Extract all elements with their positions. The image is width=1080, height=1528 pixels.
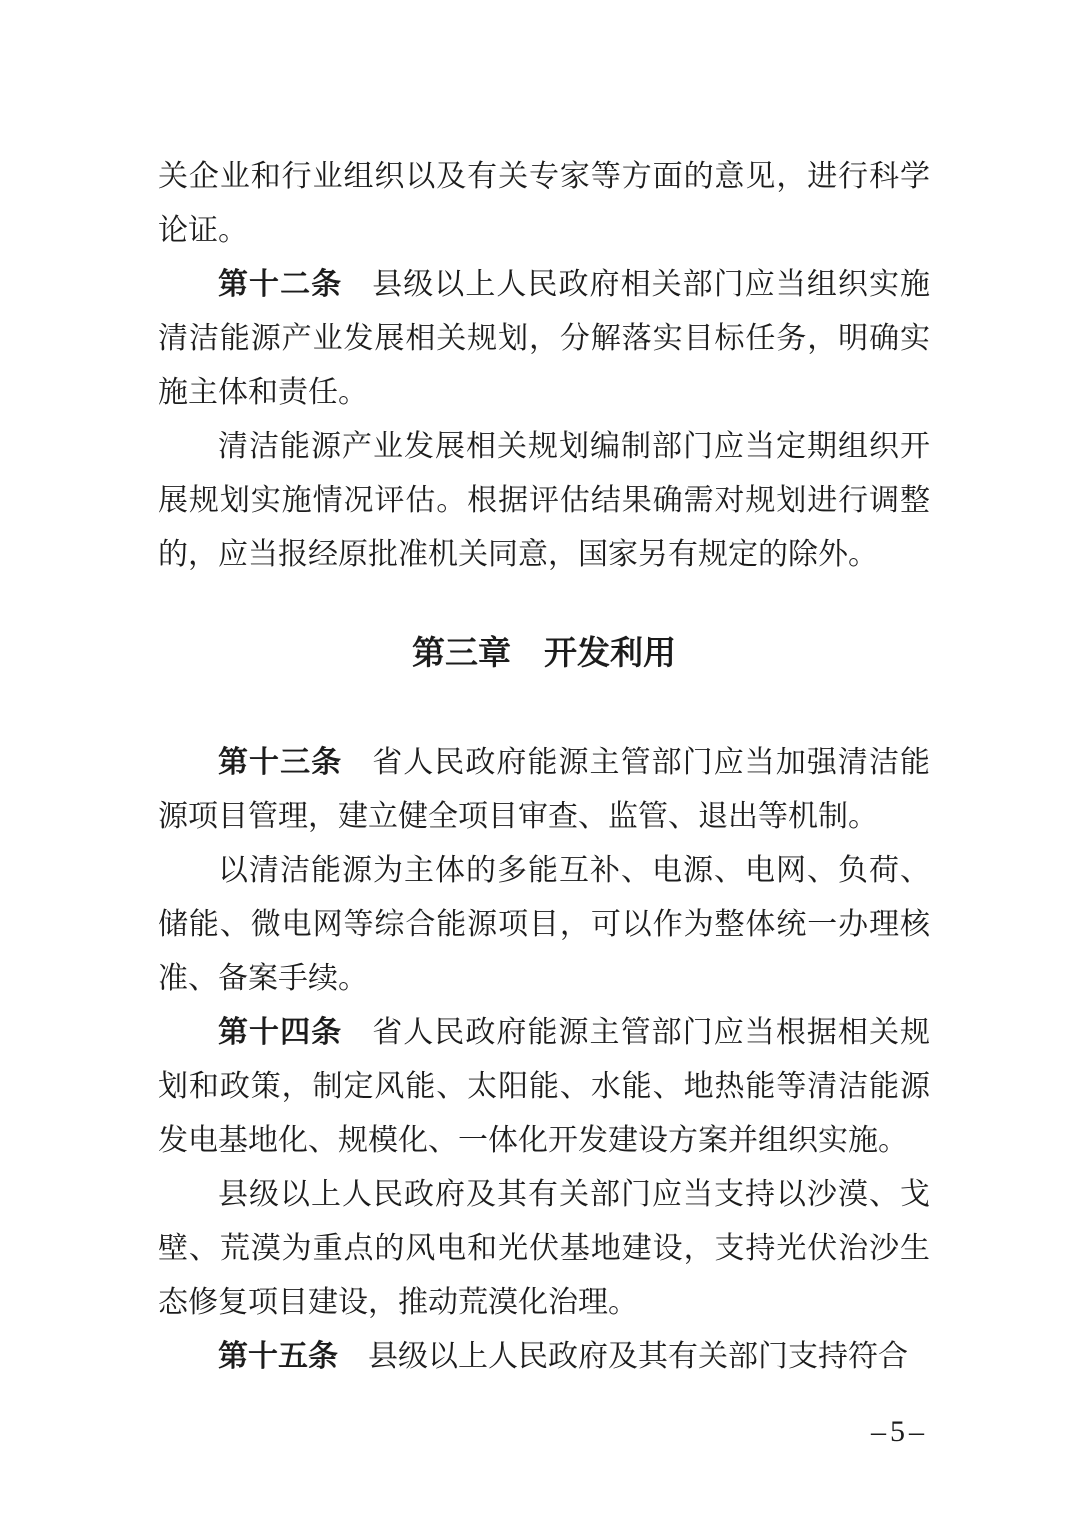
article-number-label: 第十四条 (218, 1016, 343, 1049)
document-body (158, 150, 930, 1384)
chapter-number: 第三章 (412, 634, 511, 671)
paragraph-text: 县级以上人民政府及其有关部门应当支持以沙漠、戈壁、荒漠为重点的风电和光伏基地建设，支持光伏治沙生态修复项目建设，推动荒漠化治理。 (158, 1178, 930, 1319)
paragraph-integrated-energy (158, 844, 930, 1006)
paragraph-text: 清洁能源产业发展相关规划编制部门应当定期组织开展规划实施情况评估。根据评估结果确需对规划进行调整的，应当报经原批准机关同意，国家另有规定的除外。 (158, 430, 930, 571)
paragraph-text: 省人民政府能源主管部门应当根据相关规划和政策，制定风能、太阳能、水能、地热能等清洁能源发电基地化、规模化、一体化开发建设方案并组织实施。 (158, 1016, 931, 1157)
paragraph-text: 县级以上人民政府相关部门应当组织实施清洁能源产业发展相关规划，分解落实目标任务，明确实施主体和责任。 (158, 268, 931, 409)
page-number: –5– (871, 1415, 928, 1448)
paragraph-text: 省人民政府能源主管部门应当加强清洁能源项目管理，建立健全项目审查、监管、退出等机制。 (158, 746, 931, 833)
paragraph-article-14 (158, 1006, 930, 1168)
article-number-label: 第十三条 (218, 746, 343, 779)
paragraph-article-12 (158, 258, 930, 420)
chapter-title: 开发利用 (544, 634, 676, 671)
paragraph-article-15 (158, 1330, 930, 1384)
article-number-label: 第十二条 (218, 268, 343, 301)
paragraph-planning-evaluation (158, 420, 930, 582)
paragraph-text: 关企业和行业组织以及有关专家等方面的意见，进行科学论证。 (158, 160, 930, 247)
paragraph-desert-bases (158, 1168, 930, 1330)
paragraph-text: 县级以上人民政府及其有关部门支持符合 (368, 1340, 908, 1373)
article-number-label: 第十五条 (218, 1340, 338, 1373)
paragraph-text: 以清洁能源为主体的多能互补、电源、电网、负荷、储能、微电网等综合能源项目，可以作为整体统一办理核准、备案手续。 (158, 854, 930, 995)
paragraph-article-13 (158, 736, 930, 844)
paragraph-continuation (158, 150, 930, 258)
chapter-heading (158, 626, 930, 680)
